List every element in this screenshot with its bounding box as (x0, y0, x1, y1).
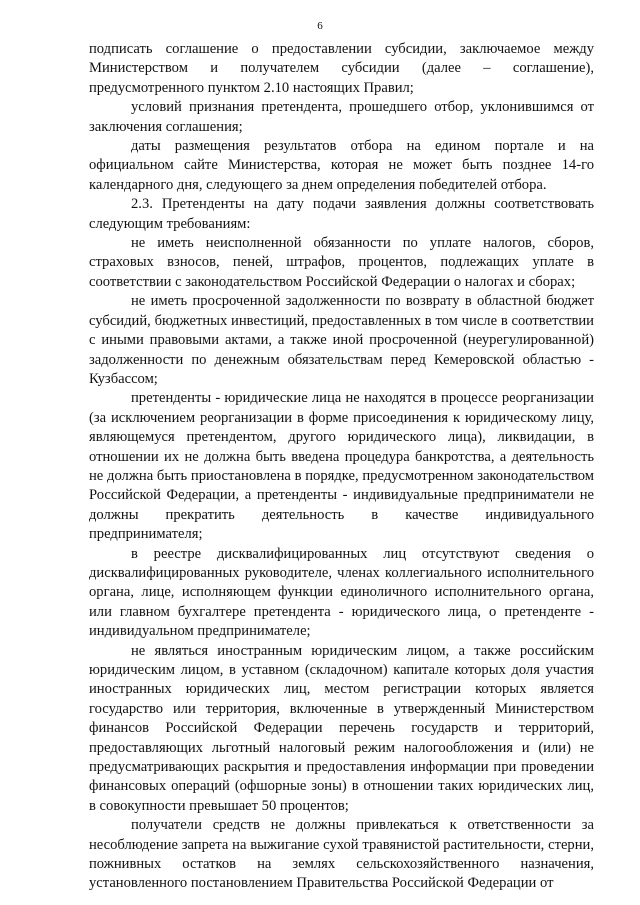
paragraph-10: получатели средств не должны привлекаться к ответственности за несоблюдение запрета на выжигание сухой травянистой растительности, стерни, пожнивных остатков на землях сельскохозяйственного назначения, установленного постановлением Правительства Российской Федерации от (89, 817, 594, 892)
document-body (89, 40, 594, 894)
paragraph-6: не иметь просроченной задолженности по возврату в областной бюджет субсидий, бюджетных инвестиций, предоставленных в том числе в соответствии с иными правовыми актами, а также иной просроченной (неурегулированной) задолженности по денежным обязательствам перед Кемеровской областью - Кузбассом; (89, 293, 594, 387)
paragraph-5: не иметь неисполненной обязанности по уплате налогов, сборов, страховых взносов, пеней, штрафов, процентов, подлежащих уплате в соответствии с законодательством Российской Федерации о налогах и сборах; (89, 235, 594, 290)
paragraph-8: в реестре дисквалифицированных лиц отсутствуют сведения о дисквалифицированных руководителе, членах коллегиального исполнительного органа, лице, исполняющем функции единоличного исполнительного органа, или главном бухгалтере претендента - юридического лица, о претенденте - индивидуальном предпринимателе; (89, 545, 594, 640)
paragraph-1: подписать соглашение о предоставлении субсидии, заключаемое между Министерством и получателем субсидии (далее – соглашение), предусмотренного пунктом 2.10 настоящих Правил; (89, 41, 594, 96)
paragraph-9: не являться иностранным юридическим лицом, а также российским юридическим лицом, в уставном (складочном) капитале которых доля участия иностранных юридических лиц, местом регистрации которых является государство или территория, включенные в утвержденный Министерством финансов Российской Федерации перечень государств и территорий, предоставляющих льготный налоговый режим налогообложения и (или) не предусматривающих раскрытия и предоставления информации при проведении финансовых операций (офшорные зоны) в отношении таких юридических лиц, в совокупности превышает 50 процентов; (89, 642, 594, 814)
paragraph-7: претенденты - юридические лица не находятся в процессе реорганизации (за исключением реорганизации в форме присоединения к юридическому лицу, являющемуся претендентом, другого юридического лица), ликвидации, в отношении их не должна быть введена процедура банкротства, а деятельность не должна быть приостановлена в порядке, предусмотренном законодательством Российской Федерации, а претенденты - индивидуальные предприниматели не должны прекратить деятельность в качестве индивидуального предпринимателя; (89, 390, 594, 543)
paragraph-2: условий признания претендента, прошедшего отбор, уклонившимся от заключения соглашения; (89, 99, 594, 135)
paragraph-3: даты размещения результатов отбора на едином портале и на официальном сайте Министерства, которая не может быть позднее 14-го календарного дня, следующего за днем определения победителей отбора. (89, 138, 594, 193)
paragraph-4: 2.3. Претенденты на дату подачи заявления должны соответствовать следующим требованиям: (89, 196, 594, 232)
page-number: 6 (317, 20, 323, 32)
